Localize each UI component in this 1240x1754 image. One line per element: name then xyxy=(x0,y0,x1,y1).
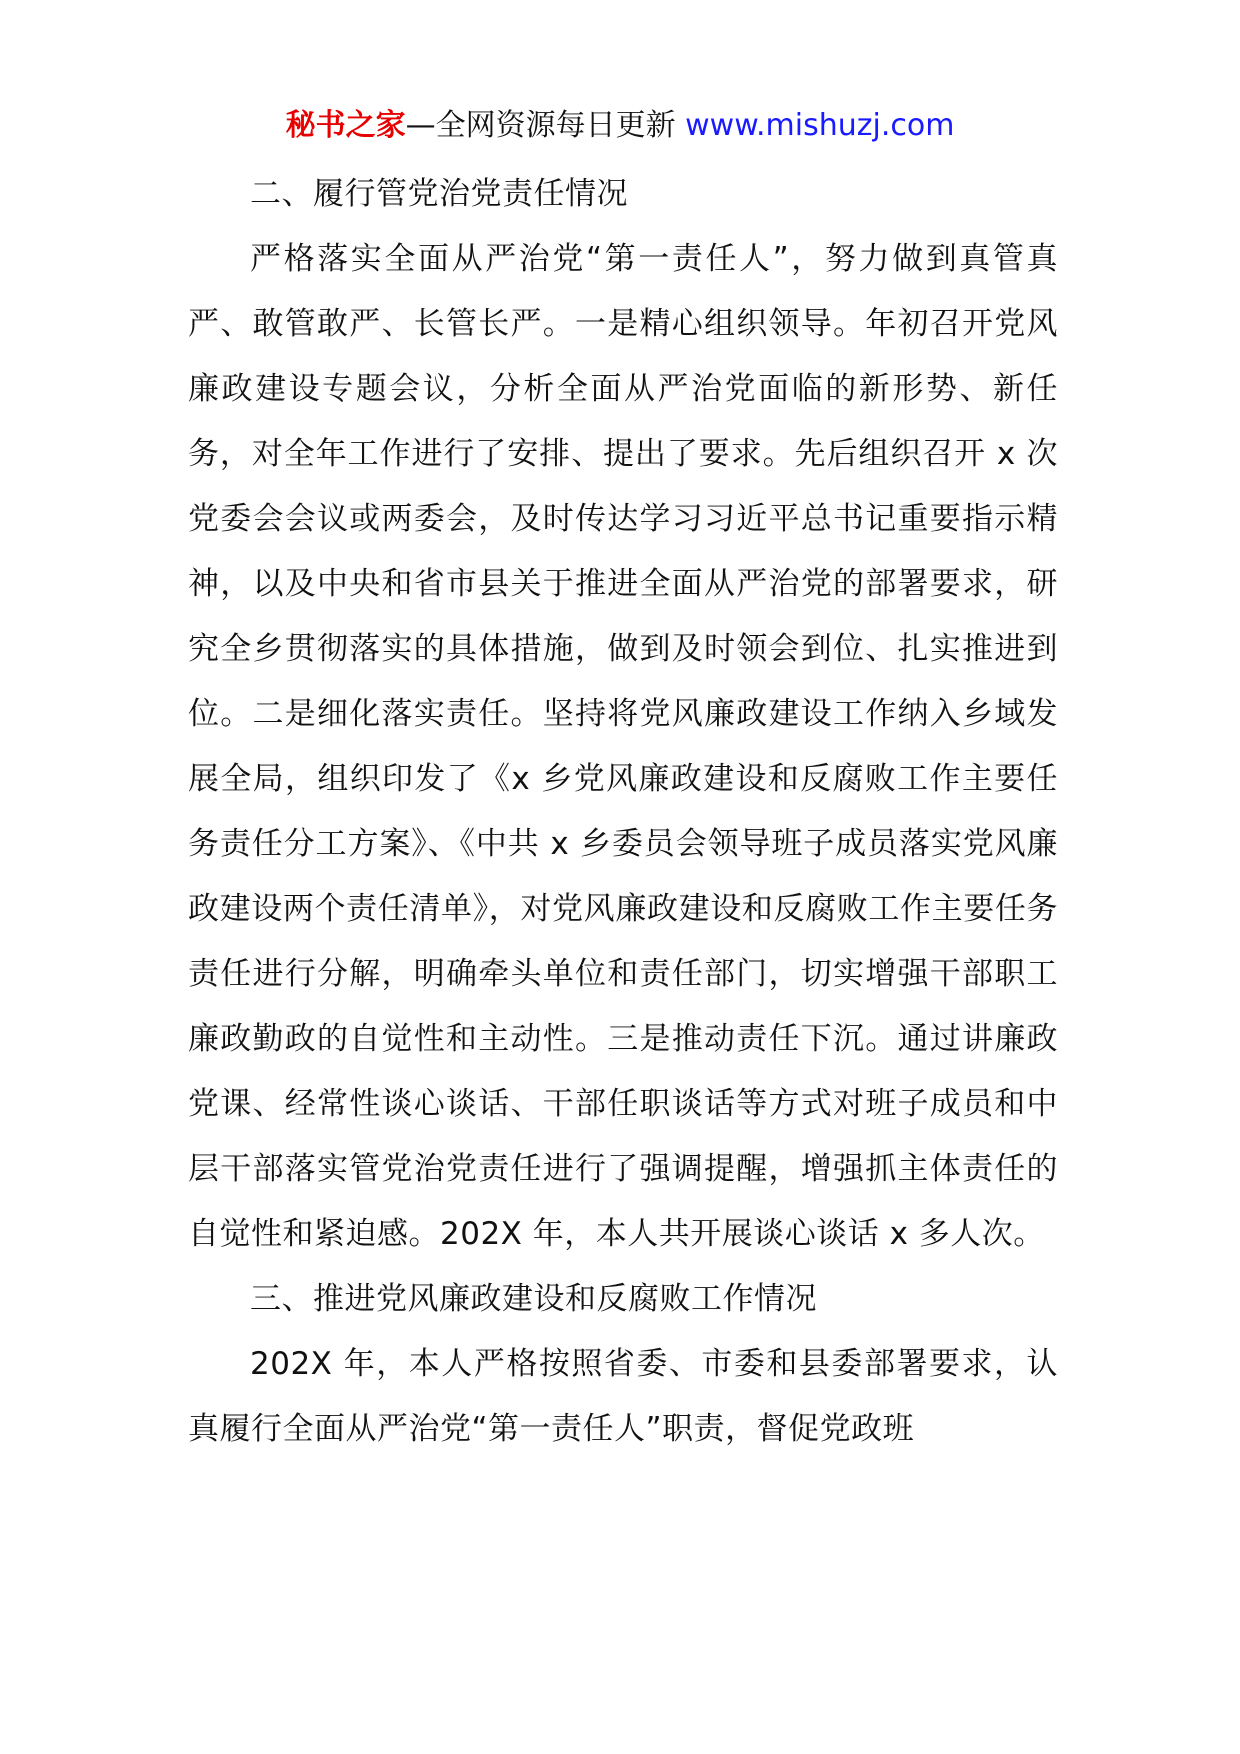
site-url: www.mishuzj.com xyxy=(685,108,955,143)
section-heading-2: 二、履行管党治党责任情况 xyxy=(250,176,628,212)
section-heading-3: 三、推进党风廉政建设和反腐败工作情况 xyxy=(250,1281,817,1317)
header-slogan: —全网资源每日更新 xyxy=(405,108,686,143)
page-header xyxy=(0,104,1240,148)
document-body xyxy=(188,162,1058,1462)
paragraph-responsibility: 严格落实全面从严治党“第一责任人”，努力做到真管真严、敢管敢严、长管长严。一是精心组织领导。年初召开党风廉政建设专题会议，分析全面从严治党面临的新形势、新任务，对全年工作进行了安排、提出了要求。先后组织召开 x 次党委会会议或两委会，及时传达学习习近平总书记重要指示精神，以及中央和省市县关于推进全面从严治党的部署要求，研究全乡贯彻落实的具体措施，做到及时领会到位、扎实推进到位。二是细化落实责任。坚持将党风廉政建设工作纳入乡域发展全局，组织印发了《x 乡党风廉政建设和反腐败工作主要任务责任分工方案》、《中共 x 乡委员会领导班子成员落实党风廉政建设两个责任清单》，对党风廉政建设和反腐败工作主要任务责任进行分解，明确牵头单位和责任部门，切实增强干部职工廉政勤政的自觉性和主动性。三是推动责任下沉。通过讲廉政党课、经常性谈心谈话、干部任职谈话等方式对班子成员和中层干部落实管党治党责任进行了强调提醒，增强抓主体责任的自觉性和紧迫感。202X 年，本人共开展谈心谈话 x 多人次。 xyxy=(188,241,1058,1252)
brand-name: 秘书之家 xyxy=(285,108,406,143)
paragraph-anticorruption: 202X 年，本人严格按照省委、市委和县委部署要求，认真履行全面从严治党“第一责任人”职责，督促党政班 xyxy=(188,1346,1058,1447)
